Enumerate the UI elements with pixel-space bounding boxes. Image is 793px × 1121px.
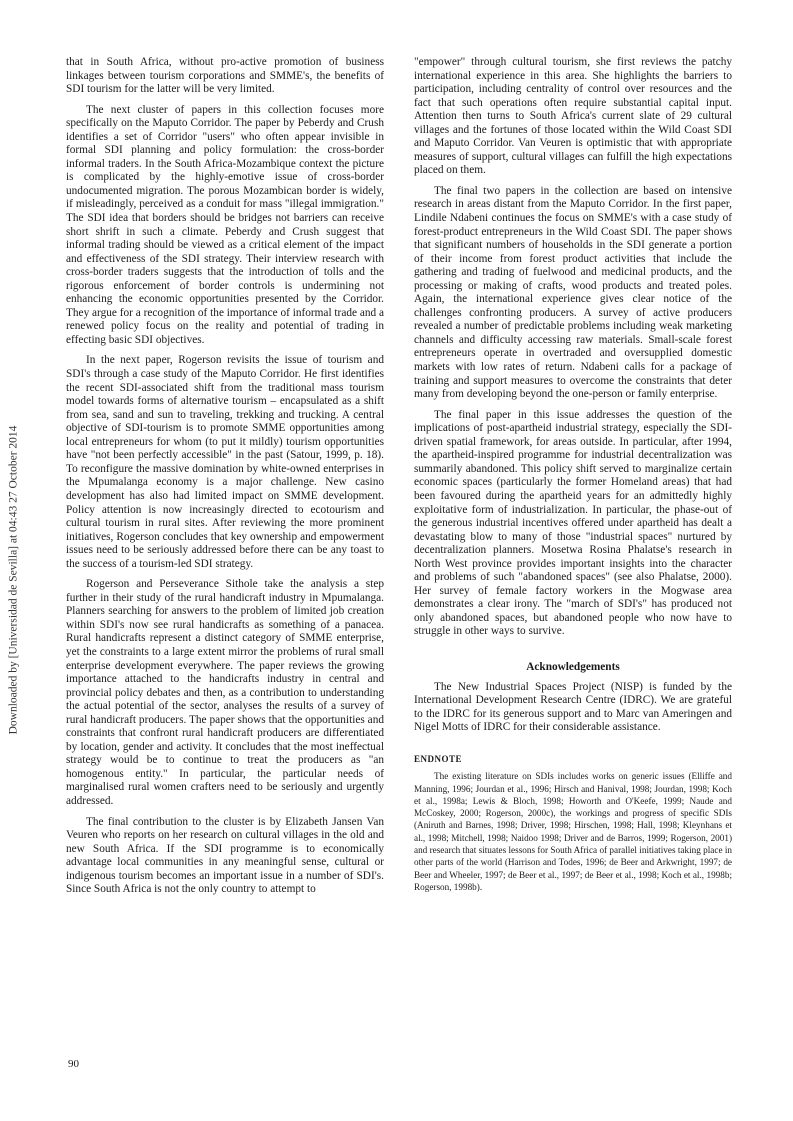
acknowledgements-text: The New Industrial Spaces Project (NISP) is funded by the International Development Research Centre (IDRC). We are grateful to the IDRC for its generous support and to Marc van Ameringen and Nigel Motts of IDRC for their considerable assistance. xyxy=(414,680,732,734)
paragraph: The next cluster of papers in this collection focuses more specifically on the Maputo Corridor. The paper by Peberdy and Crush identifies a set of Corridor "users" who often appear invisible in formal SDI planning and policy formulation: the cross-border informal traders. In the South Africa-Mozambique context the picture is complicated by the highly-emotive issue of cross-border undocumented migration. The porous Mozambican border is widely, if misleadingly, perceived as a conduit for mass "illegal immigration." The SDI idea that borders should be bridges not barriers can receive short shrift in such a climate. Peberdy and Crush suggest that informal trading should be viewed as a critical element of the impact and effectiveness of the SDI strategy. Their interview research with cross-border traders suggests that the introduction of tolls and the rigorous enforcement of border controls is undermining not enhancing the economic opportunities presented by the Corridor. They argue for a recognition of the importance of informal trade and a renewed policy focus on the reality and potential of trading in effecting basic SDI objectives. xyxy=(66,103,384,346)
download-watermark xyxy=(2,130,24,1030)
endnote-heading: ENDNOTE xyxy=(414,753,463,764)
paragraph: The final paper in this issue addresses the question of the implications of post-apartheid industrial strategy, especially the SDI-driven spatial framework, for areas outside. In particular, after 1994, the apartheid-inspired programme for industrial decentralization was summarily abandoned. This policy shift served to marginalize certain economic spaces (particularly the former Homeland areas) that had been favoured during the apartheid years for an admittedly highly exploitative form of industrialization. In particular, the phase-out of the generous industrial incentives offered under apartheid has dealt a devastating blow to many of those "industrial spaces" nurtured by decentralization planners. Mosetwa Rosina Phalatse's research in North West province provides important insights into the character and problems of such "abandoned spaces" (see also Phalatse, 2000). Her survey of female factory workers in the Mogwase area demonstrates a clear irony. The "march of SDI's" has produced not only abandoned spaces, but abandoned people who now have to struggle in other ways to survive. xyxy=(414,408,732,638)
right-column xyxy=(414,56,732,900)
paragraph: "empower" through cultural tourism, she first reviews the patchy international experience in this area. She highlights the barriers to participation, including centrality of control over resources and the fact that such operations often require substantial capital input. Attention then turns to South Africa's current slate of 29 cultural villages and the fortunes of those located within the Wild Coast SDI and Maputo Corridor. Van Veuren is optimistic that with appropriate measures of support, cultural villages can fulfill the high expectations placed on them. xyxy=(414,56,732,177)
left-column xyxy=(66,56,384,904)
page-number: 90 xyxy=(68,1058,79,1070)
paragraph: The final two papers in the collection are based on intensive research in areas distant from the Maputo Corridor. In the first paper, Lindile Ndabeni continues the focus on SMME's with a case study of forest-product entrepreneurs in the Wild Coast SDI. The paper shows that significant numbers of households in the SDI generate a portion of their income from forest product activities that include the gathering and trading of fuelwood and medicinal products, and the processing or making of crafts, wood products and treated poles. Again, the international experience gives clear notice of the challenges confronting producers. A survey of active producers revealed a number of predictable problems including weak marketing channels and difficulty accessing raw materials. Small-scale forest entrepreneurs operate in overtraded and oversupplied domestic markets with low rates of return. Ndabeni calls for a package of training and support measures to overcome the constraints that deter many from developing beyond the one-person or family enterprise. xyxy=(414,184,732,401)
paragraph: The final contribution to the cluster is by Elizabeth Jansen Van Veuren who reports on her research on cultural villages in the old and new South Africa. If the SDI programme is to economically advantage local communities in any meaningful sense, cultural or indigenous tourism becomes an important issue in a number of SDI's. Since South Africa is not the only country to attempt to xyxy=(66,815,384,896)
paragraph: that in South Africa, without pro-active promotion of business linkages between tourism corporations and SMME's, the benefits of SDI tourism for the latter will be very limited. xyxy=(66,56,384,96)
paragraph: Rogerson and Perseverance Sithole take the analysis a step further in their study of the rural handicraft industry in Mpumalanga. Planners searching for answers to the problem of limited job creation within SDI's now see rural handicrafts as something of a panacea. Rural handicrafts represent a distinct category of SMME enterprise, yet the constraints to a large extent mirror the problems of rural small enterprise development everywhere. The paper reviews the growing importance attached to the handicrafts industry in central and provincial policy debates and then, as a contribution to understanding the actual potential of the sector, analyses the results of a survey of rural handicraft producers. The paper shows that the opportunities and constraints that confront rural handicraft producers are differentiated by location, gender and activity. It concludes that the most ineffectual strategy would be to continue to treat the producers as "an homogenous entity." In particular, the particular needs of marginalised rural women crafters need to be seriously and urgently addressed. xyxy=(66,578,384,807)
acknowledgements-heading: Acknowledgements xyxy=(526,660,620,673)
paragraph: In the next paper, Rogerson revisits the issue of tourism and SDI's through a case study of the Maputo Corridor. He first identifies the recent SDI-associated shift from the traditional mass tourism model towards forms of alternative tourism – encapsulated as a shift from sea, sand and sun to traveling, trekking and trucking. A central objective of SDI-tourism is to promote SMME opportunities among local entrepreneurs for whom (to put it mildly) tourism opportunities have "not been perfectly accessible" in the past (Satour, 1999, p. 18). To reconfigure the massive domination by white-owned enterprises in the Mpumalanga economy is a major challenge. New casino development has also had limited impact on SMME development. Policy attention is now increasingly directed to ecotourism and cultural tourism in rural sites. After reviewing the more prominent initiatives, Rogerson concludes that key ownership and empowerment issues need to be seriously addressed before there can be any toast to the success of a tourism-led SDI strategy. xyxy=(66,354,384,570)
endnote-text: The existing literature on SDIs includes works on generic issues (Elliffe and Manning, 1996; Jourdan et al., 1996; Hirsch and Hanival, 1998; Jourdan, 1998; Koch et al., 1998a; Lewis & Bloch, 1998; Howorth and O'Keefe, 1999; Naude and McCoskey, 2000; Rogerson, 2000c), the workings and progress of specific SDIs (Aniruth and Barnes, 1998; Driver, 1998; Hirschen, 1998; Hall, 1998; Kleynhans et al., 1998; Mitchell, 1998; Naidoo 1998; Driver and de Barros, 1999; Rogerson, 2001) and research that situates lessons for South Africa of parallel initiatives taking place in other parts of the world (Harrison and Todes, 1996; de Beer and Arkwright, 1997; de Beer and Wheeler, 1997; de Beer et al., 1997; de Beer et al., 1998; Koch et al., 1998b; Rogerson, 1998b). xyxy=(414,771,732,892)
download-watermark-text: Downloaded by [Universidad de Sevilla] at 04:43 27 October 2014 xyxy=(7,425,19,735)
